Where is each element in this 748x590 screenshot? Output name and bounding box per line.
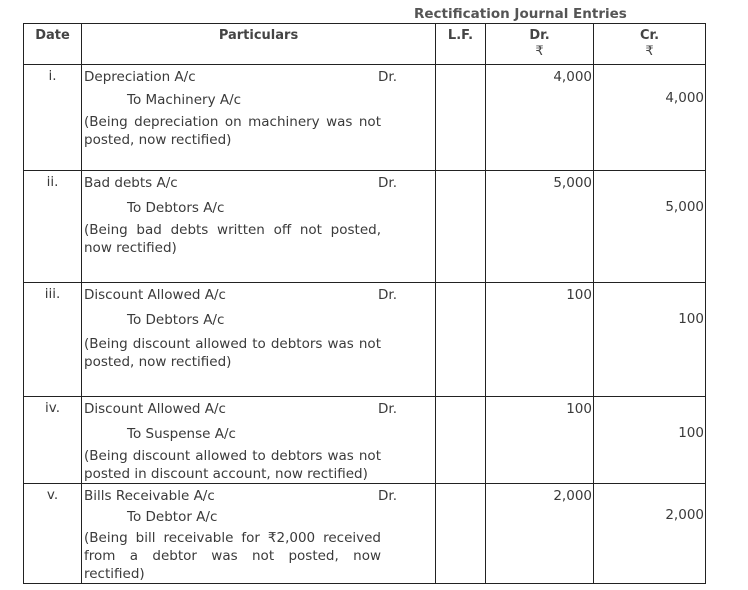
narration: (Being discount allowed to debtors was not posted in discount account, now rectified) — [84, 448, 381, 482]
entry-date: iv. — [45, 400, 60, 416]
lf-cell — [436, 484, 486, 584]
debit-account: Discount Allowed A/c — [84, 401, 226, 417]
cr-amount: 5,000 — [665, 199, 704, 215]
entry-date: v. — [46, 487, 59, 503]
lf-cell — [436, 171, 486, 283]
table-row — [24, 171, 706, 283]
debit-account: Depreciation A/c — [84, 69, 196, 85]
table-header-row — [24, 24, 706, 65]
header-lf: L.F. — [436, 24, 486, 65]
dr-marker: Dr. — [378, 488, 397, 504]
dr-marker: Dr. — [378, 287, 397, 303]
dr-marker: Dr. — [378, 401, 397, 417]
dr-amount: 2,000 — [553, 488, 592, 504]
header-date: Date — [24, 24, 82, 65]
table-row — [24, 484, 706, 584]
dr-amount: 100 — [566, 401, 592, 417]
entry-date: iii. — [44, 286, 61, 302]
header-dr: Dr. ₹ — [486, 24, 594, 65]
dr-amount: 5,000 — [553, 175, 592, 191]
lf-cell — [436, 283, 486, 397]
dr-marker: Dr. — [378, 69, 397, 85]
entry-date: i. — [48, 68, 57, 84]
page-title: Rectification Journal Entries — [414, 6, 627, 22]
cr-amount: 4,000 — [665, 90, 704, 106]
debit-account: Bad debts A/c — [84, 175, 178, 191]
lf-cell — [436, 65, 486, 171]
credit-account: To Debtors A/c — [127, 200, 225, 216]
lf-cell — [436, 397, 486, 484]
narration: (Being bill receivable for ₹2,000 received from a debtor was not posted, now rectified) — [84, 530, 381, 582]
narration: (Being depreciation on machinery was not posted, now rectified) — [84, 114, 381, 148]
rupee-symbol: ₹ — [645, 44, 654, 59]
credit-account: To Debtors A/c — [127, 312, 225, 328]
dr-amount: 4,000 — [553, 69, 592, 85]
table-row — [24, 397, 706, 484]
dr-amount: 100 — [566, 287, 592, 303]
narration: (Being discount allowed to debtors was not posted, now rectified) — [84, 336, 381, 370]
debit-account: Bills Receivable A/c — [84, 488, 215, 504]
narration: (Being bad debts written off not posted, now rectified) — [84, 222, 381, 256]
dr-marker: Dr. — [378, 175, 397, 191]
credit-account: To Suspense A/c — [127, 426, 236, 442]
credit-account: To Debtor A/c — [127, 509, 218, 525]
debit-account: Discount Allowed A/c — [84, 287, 226, 303]
header-cr: Cr. ₹ — [594, 24, 706, 65]
credit-account: To Machinery A/c — [127, 92, 242, 108]
table-row — [24, 283, 706, 397]
cr-amount: 100 — [678, 425, 704, 441]
entry-date: ii. — [46, 174, 59, 190]
cr-amount: 100 — [678, 311, 704, 327]
rupee-symbol: ₹ — [535, 44, 544, 59]
journal-table — [23, 23, 706, 584]
table-row — [24, 65, 706, 171]
header-particulars: Particulars — [82, 24, 436, 65]
cr-amount: 2,000 — [665, 507, 704, 523]
